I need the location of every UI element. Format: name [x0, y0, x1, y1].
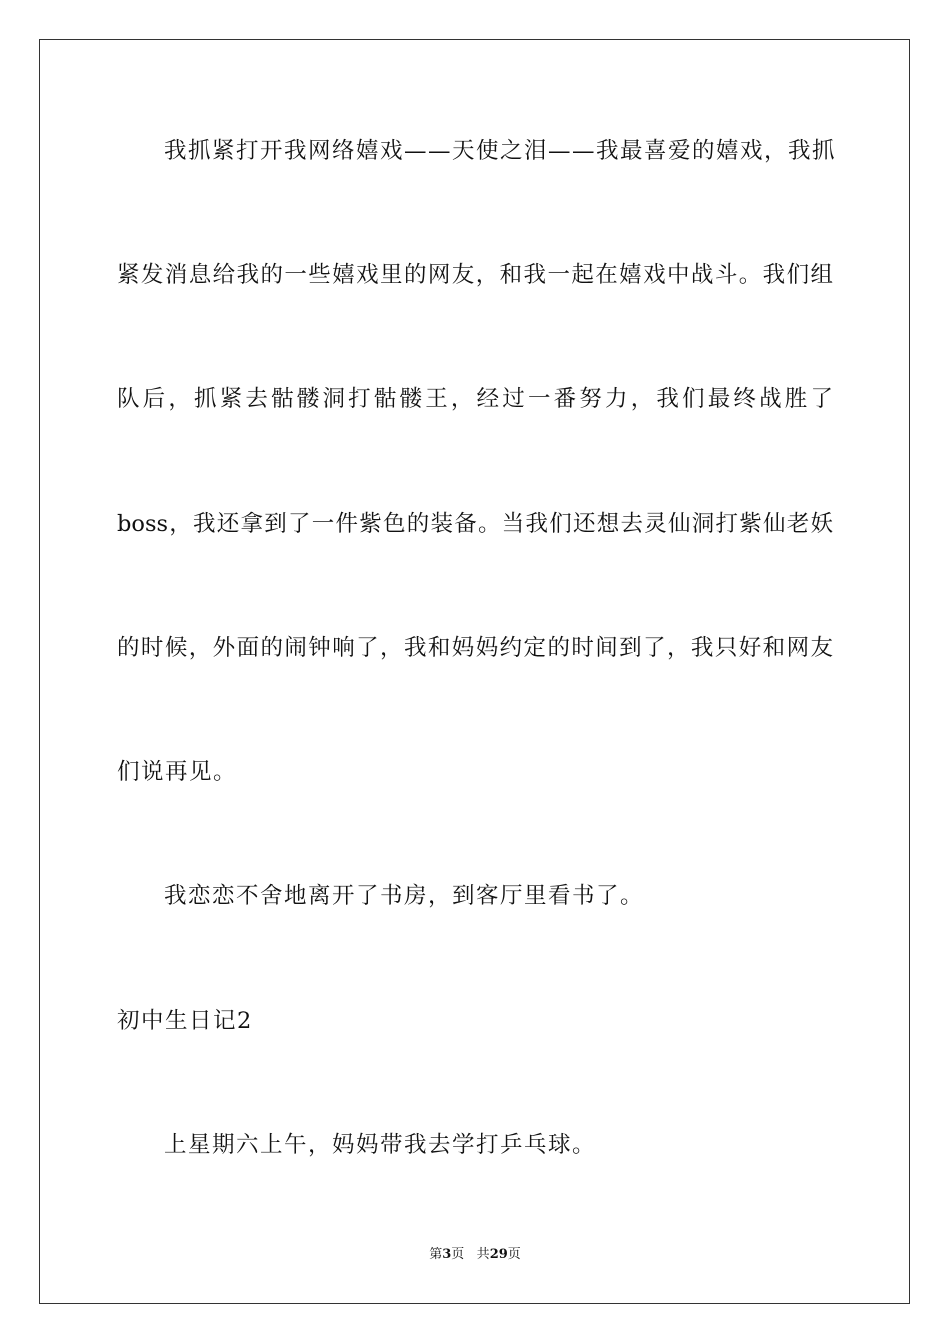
page-footer — [0, 1246, 950, 1264]
paragraph-line-2: 紧发消息给我的一些嬉戏里的网友，和我一起在嬉戏中战斗。我们组 — [117, 262, 833, 288]
total-pages: 29 — [489, 1247, 508, 1262]
paragraph-line-8: 上星期六上午，妈妈带我去学打乒乓球。 — [164, 1132, 597, 1158]
paragraph-line-6: 们说再见。 — [117, 759, 238, 785]
page-prefix: 第 — [429, 1247, 443, 1262]
section-heading: 初中生日记2 — [117, 1008, 253, 1034]
page-number: 3 — [442, 1247, 452, 1262]
paragraph-line-4: boss，我还拿到了一件紫色的装备。当我们还想去灵仙洞打紫仙老妖 — [117, 511, 833, 537]
paragraph-line-5: 的时候，外面的闹钟响了，我和妈妈约定的时间到了，我只好和网友 — [117, 635, 833, 661]
page-unit: 页 — [451, 1247, 465, 1262]
page-border — [39, 39, 910, 1304]
paragraph-line-3: 队后，抓紧去骷髅洞打骷髅王，经过一番努力，我们最终战胜了 — [117, 386, 833, 412]
total-unit: 页 — [507, 1247, 521, 1262]
total-prefix: 共 — [476, 1247, 490, 1262]
paragraph-line-7: 我恋恋不舍地离开了书房，到客厅里看书了。 — [164, 883, 645, 909]
paragraph-line-1: 我抓紧打开我网络嬉戏——天使之泪——我最喜爱的嬉戏，我抓 — [164, 138, 837, 164]
